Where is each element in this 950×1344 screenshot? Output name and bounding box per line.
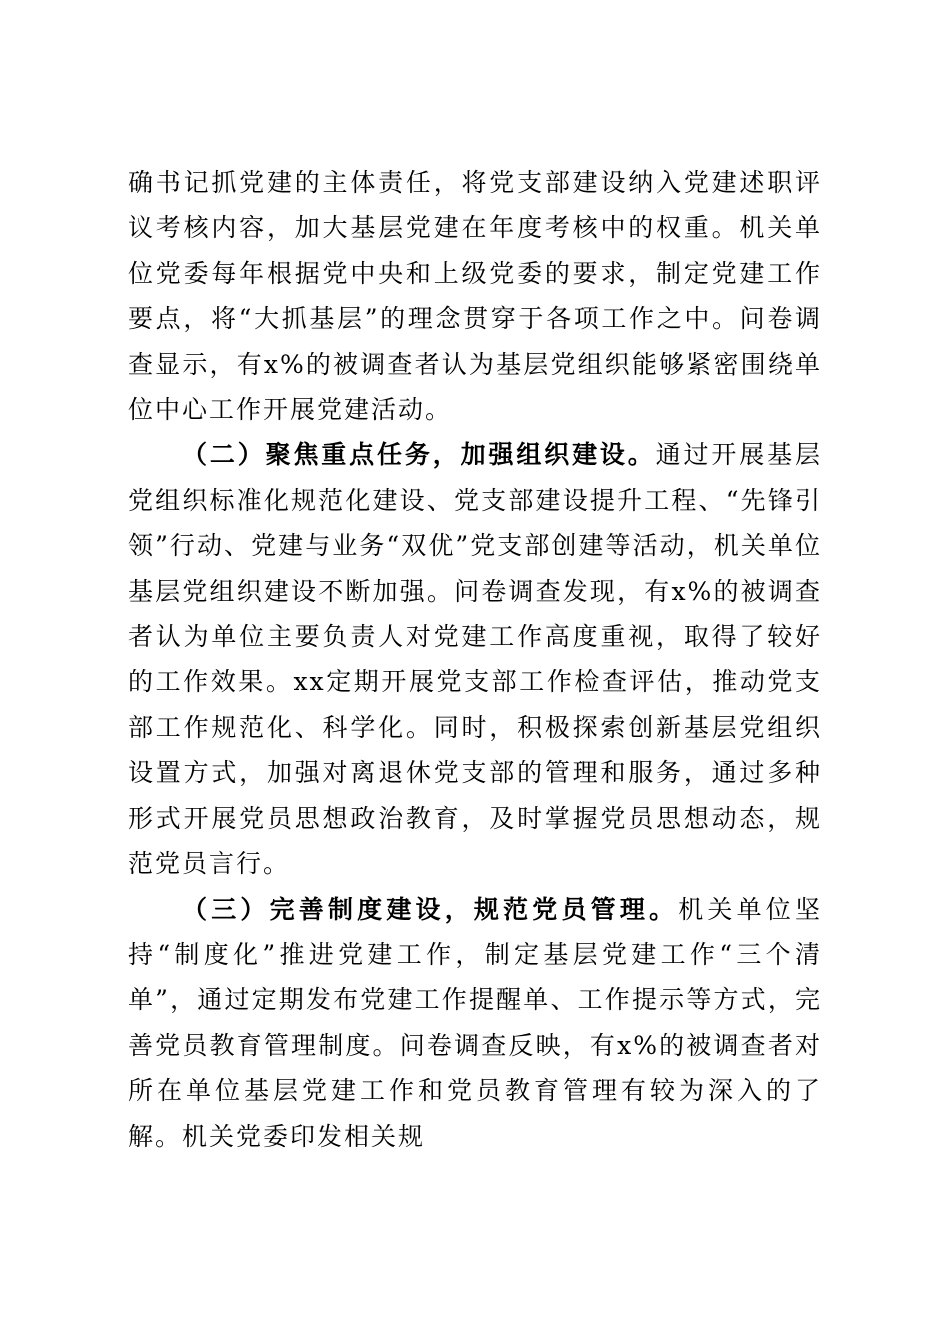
paragraph-body: 通过开展基层党组织标准化规范化建设、党支部建设提升工程、“先锋引领”行动、党建与业务“双优”党支部创建等活动，机关单位基层党组织建设不断加强。问卷调查发现，有x%的被调查者认为单位主要负责人对党建工作高度重视，取得了较好的工作效果。xx定期开展党支部工作检查评估，推动党支部工作规范化、科学化。同时，积极探索创新基层党组织设置方式，加强对离退休党支部的管理和服务，通过多种形式开展党员思想政治教育，及时掌握党员思想动态，规范党员言行。 [128, 440, 822, 879]
paragraph-body: 机关单位坚持“制度化”推进党建工作，制定基层党建工作“三个清单”，通过定期发布党建工作提醒单、工作提示等方式，完善党员教育管理制度。问卷调查反映，有x%的被调查者对所在单位基层党建工作和党员教育管理有较为深入的了解。机关党委印发相关规 [128, 894, 822, 1151]
paragraph-continuation [128, 160, 822, 432]
paragraph-section-two [128, 432, 822, 886]
section-heading: （二）聚焦重点任务，加强组织建设。 [182, 440, 656, 470]
section-heading: （三）完善制度建设，规范党员管理。 [182, 894, 679, 924]
document-page [128, 160, 822, 1159]
paragraph-section-three [128, 887, 822, 1159]
paragraph-body: 确书记抓党建的主体责任，将党支部建设纳入党建述职评议考核内容，加大基层党建在年度考核中的权重。机关单位党委每年根据党中央和上级党委的要求，制定党建工作要点，将“大抓基层”的理念贯穿于各项工作之中。问卷调查显示，有x%的被调查者认为基层党组织能够紧密围绕单位中心工作开展党建活动。 [128, 168, 822, 425]
